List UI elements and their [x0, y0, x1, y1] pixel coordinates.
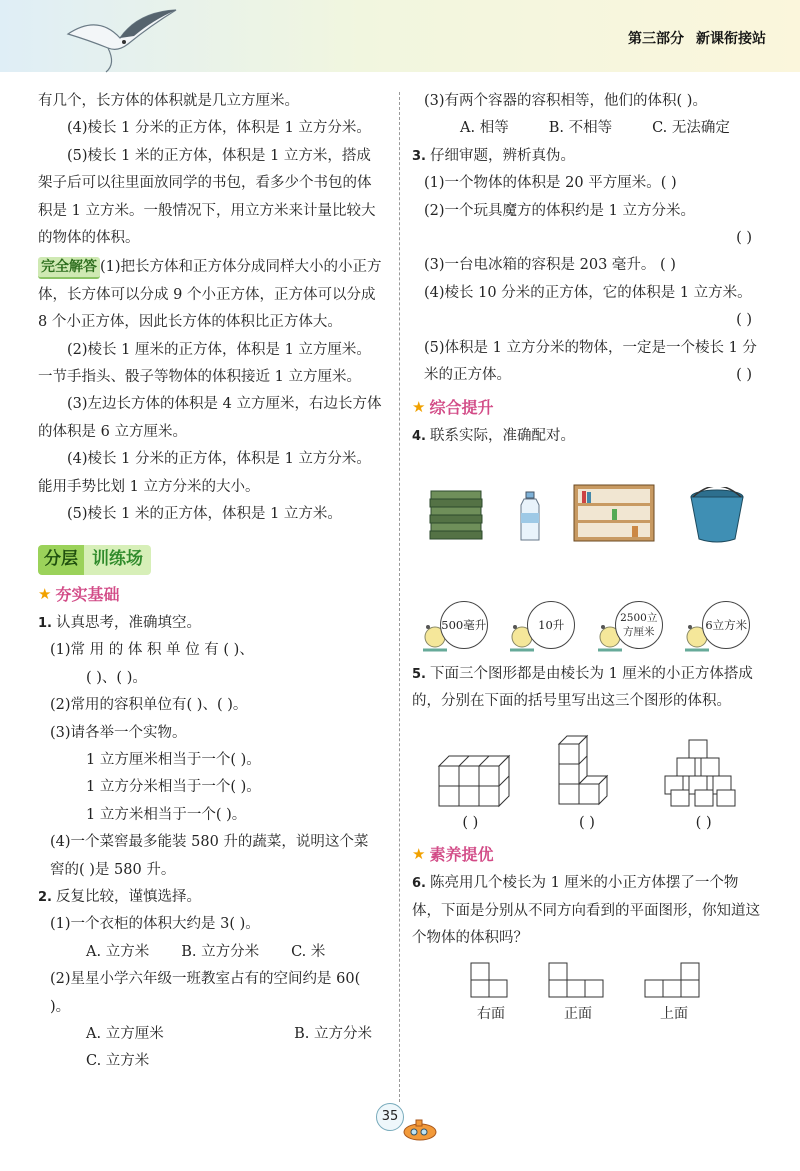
option[interactable]: C. 立方米: [86, 1053, 150, 1070]
answer-paren[interactable]: ( ): [462, 814, 479, 831]
section-title: 综合提升: [429, 397, 494, 417]
star-icon: ★: [38, 584, 52, 603]
q3-5: (5)体积是 1 立方分米的物体，一定是一个棱长 1 分米的正方体。: [424, 339, 757, 384]
answer-text: (1)把长方体和正方体分成同样大小的小正方体，长方体可以分成 9 个小正方体，正方体可以分成 8 个小正方体，因此长方体的体积比正方体大。: [38, 259, 382, 331]
text-line: 有几个，长方体的体积就是几立方厘米。: [38, 93, 299, 109]
view-grid: [469, 961, 513, 999]
header-part: 第三部分: [628, 31, 684, 47]
text-line: (4)棱长 1 分米的正方体，体积是 1 立方分米。: [67, 120, 371, 137]
answer-text: (4)棱长 1 分米的正方体，体积是 1 立方分米。能用手势比划 1 立方分米的大小。: [38, 451, 371, 495]
bubble-text: 6立方米: [702, 601, 750, 649]
answer-paren[interactable]: ( ): [695, 814, 712, 831]
column-divider: [399, 92, 400, 1102]
q2-2-options: [38, 1021, 382, 1048]
q1-1a[interactable]: (1)常 用 的 体 积 单 位 有 ( )、: [50, 642, 254, 659]
view-top: 上面: [643, 961, 705, 1028]
section-title: 夯实基础: [55, 584, 120, 604]
q5-answers: [412, 810, 762, 837]
answer-text: (3)左边长方体的体积是 4 立方厘米，右边长方体的体积是 6 立方厘米。: [38, 396, 382, 440]
section-title: 素养提优: [429, 844, 494, 864]
section-literacy: [412, 841, 762, 868]
answer-paren[interactable]: ( ): [579, 814, 595, 831]
q1-3a[interactable]: 1 立方厘米相当于一个( )。: [86, 751, 261, 768]
seagull-illustration: [58, 4, 188, 74]
right-column: [412, 88, 762, 1028]
snail-bubble[interactable]: [682, 599, 754, 653]
option[interactable]: A. 立方厘米: [86, 1026, 164, 1042]
q1-3b[interactable]: 1 立方分米相当于一个( )。: [86, 779, 261, 796]
view-grid: [547, 961, 609, 999]
q1-4[interactable]: (4)一个菜窖最多能装 580 升的蔬菜，说明这个菜窖的( )是 580 升。: [50, 834, 369, 878]
q2-2[interactable]: (2)星星小学六年级一班教室占有的空间约是 60( )。: [50, 971, 361, 1015]
cube-figure-1: [433, 752, 513, 808]
snail-bubble[interactable]: [507, 599, 579, 653]
water-bottle-icon[interactable]: [518, 491, 542, 543]
q3-4: (4)棱长 10 分米的正方体，它的体积是 1 立方米。: [424, 284, 752, 301]
bookshelf-icon[interactable]: [572, 483, 656, 543]
view-grid: [643, 961, 705, 999]
option[interactable]: A. 相等: [460, 120, 509, 137]
header-section: 新课衔接站: [696, 31, 766, 47]
q6-views: [412, 961, 762, 1028]
section-basic: [38, 581, 382, 608]
q3-2-paren[interactable]: ( ): [736, 230, 752, 247]
bubble-text: 500毫升: [440, 601, 488, 649]
cube-figure-3: [657, 732, 741, 808]
question-4: 4. 联系实际，准确配对。: [412, 428, 575, 445]
q2-2-options-c: [38, 1048, 382, 1075]
option[interactable]: B. 立方分米: [294, 1026, 372, 1042]
book-stack-icon[interactable]: [427, 487, 487, 543]
star-icon: ★: [412, 397, 426, 416]
bucket-icon[interactable]: [687, 487, 747, 543]
option[interactable]: C. 米: [291, 943, 326, 960]
q2-3[interactable]: (3)有两个容器的容积相等，他们的体积( )。: [424, 93, 707, 109]
option[interactable]: B. 不相等: [548, 120, 613, 137]
view-right: 右面: [469, 961, 513, 1028]
option[interactable]: B. 立方分米: [181, 943, 260, 960]
bubble-text: 10升: [527, 601, 575, 649]
question-6: 6. 陈亮用几个棱长为 1 厘米的小正方体摆了一个物体，下面是分别从不同方向看到的平面图形，你知道这个物体的体积吗？: [412, 875, 760, 947]
q1-3c[interactable]: 1 立方米相当于一个( )。: [86, 806, 247, 823]
q4-bubbles: [412, 599, 762, 655]
q3-3[interactable]: (3)一台电冰箱的容积是 203 毫升。 ( ): [424, 257, 676, 274]
page-number: 35: [376, 1103, 404, 1131]
question-5: 5. 下面三个图形都是由棱长为 1 厘米的小正方体搭成的，分别在下面的括号里写出这三个图形的体积。: [412, 665, 753, 710]
q3-4-paren[interactable]: ( ): [736, 312, 752, 329]
q4-images: [412, 457, 762, 543]
answer-badge: 完全解答: [38, 257, 100, 279]
section-comprehensive: [412, 394, 762, 421]
bubble-text: 2500立方厘米: [615, 601, 663, 649]
snail-bubble[interactable]: [595, 599, 667, 653]
snail-bubble[interactable]: [420, 599, 492, 653]
answer-block: [38, 254, 382, 336]
q2-3-options: [412, 115, 762, 142]
q1-1b[interactable]: ( )、( )。: [86, 669, 147, 686]
training-label-a: 分层: [38, 545, 84, 575]
answer-text: (5)棱长 1 米的正方体，体积是 1 立方米。: [67, 506, 342, 523]
cube-figure-2: [555, 732, 615, 808]
q2-1[interactable]: (1)一个衣柜的体积大约是 3( )。: [50, 916, 260, 933]
q5-figures: [412, 728, 762, 808]
q3-5-paren[interactable]: ( ): [736, 367, 752, 384]
q2-1-options: [38, 939, 382, 966]
training-banner: [38, 545, 382, 575]
question-1: 1. 认真思考，准确填空。: [38, 614, 201, 631]
star-icon: ★: [412, 844, 426, 863]
q3-2: (2)一个玩具魔方的体积约是 1 立方分米。: [424, 202, 695, 219]
option[interactable]: C. 无法确定: [652, 120, 730, 137]
view-front: 正面: [547, 961, 609, 1028]
text-line: (5)棱长 1 米的正方体，体积是 1 立方米，搭成架子后可以往里面放同学的书包，看多少个书包的体积是 1 立方米。一般情况下，用立方米来计量比较大的物体的体积。: [38, 147, 376, 247]
answer-text: (2)棱长 1 厘米的正方体，体积是 1 立方厘米。一节手指头、骰子等物体的体积接近 1 立方厘米。: [38, 341, 371, 386]
left-column: [38, 88, 382, 1076]
submarine-icon: [400, 1118, 440, 1142]
training-label-b: 训练场: [84, 545, 151, 575]
q1-3: (3)请各举一个实物。: [50, 724, 187, 741]
q1-2[interactable]: (2)常用的容积单位有( )、( )。: [50, 697, 248, 714]
option[interactable]: A. 立方米: [86, 943, 150, 960]
question-3: 3. 仔细审题，辨析真伪。: [412, 147, 575, 164]
q3-1[interactable]: (1)一个物体的体积是 20 平方厘米。( ): [424, 175, 677, 192]
question-2: 2. 反复比较，谨慎选择。: [38, 888, 201, 905]
header-title: [616, 28, 766, 48]
